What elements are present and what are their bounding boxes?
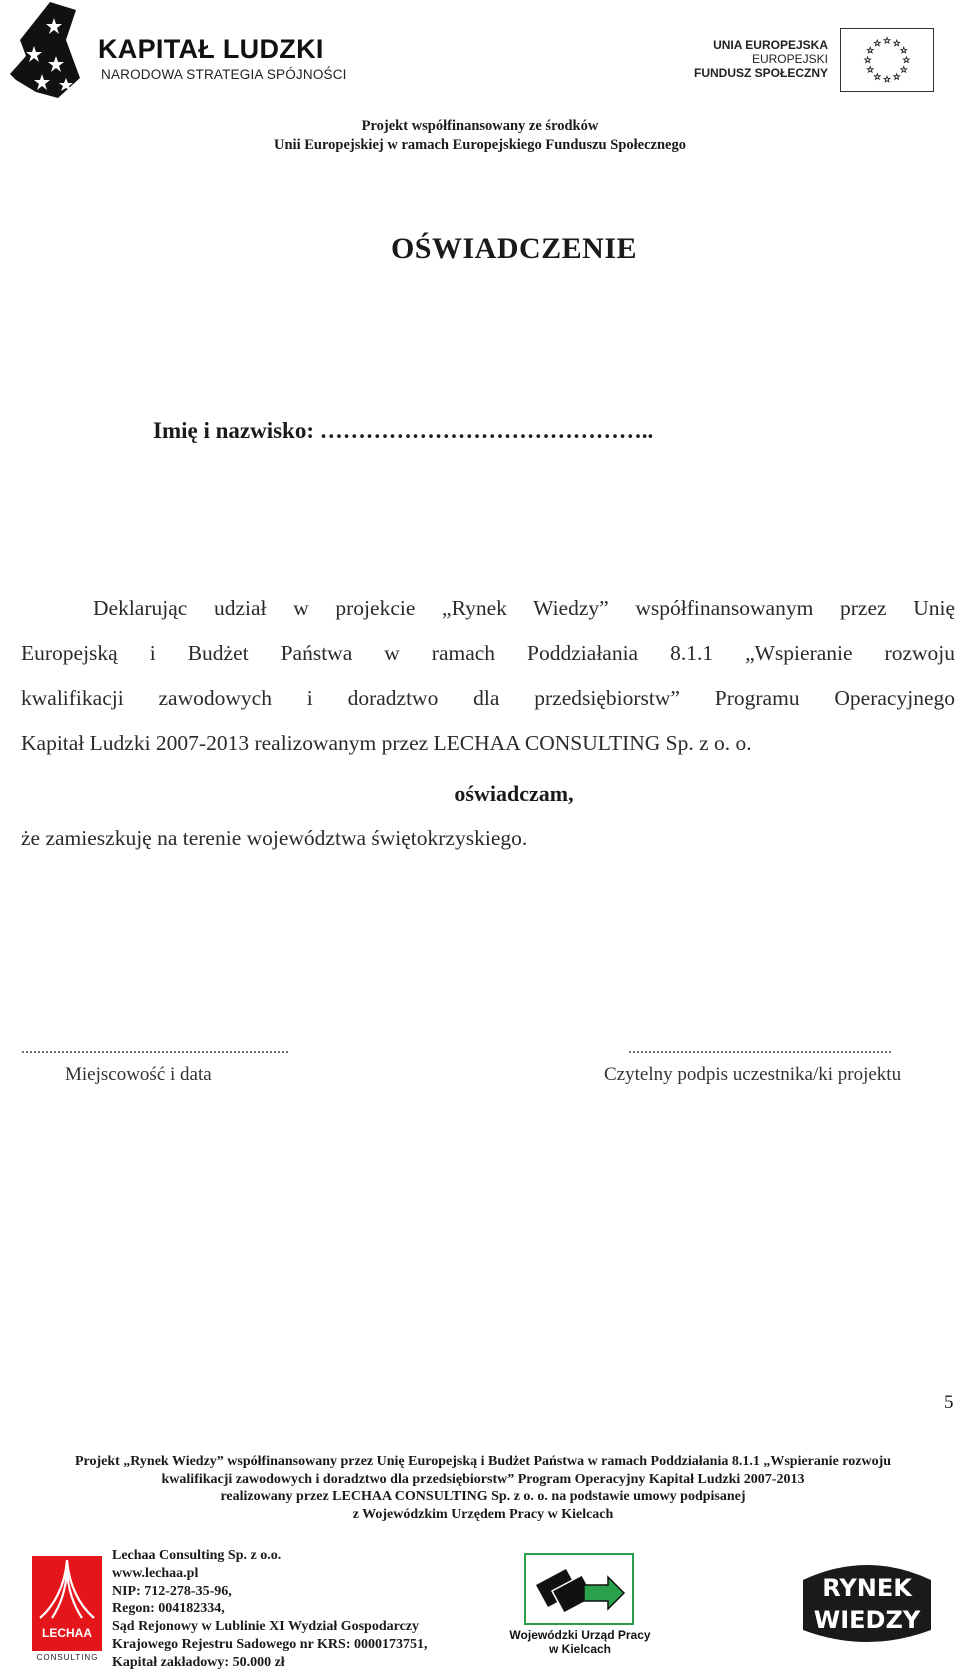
footer-project-info bbox=[0, 1453, 960, 1523]
eu-star bbox=[867, 47, 873, 53]
footer-line: z Wojewódzkim Urzędem Pracy w Kielcach bbox=[352, 1506, 614, 1522]
page-number: 5 bbox=[944, 1392, 954, 1413]
wup-logo bbox=[524, 1553, 634, 1625]
company-line: Regon: 004182334, bbox=[112, 1601, 225, 1617]
company-line: Sąd Rejonowy w Lublinie XI Wydział Gospodarczy bbox=[112, 1619, 420, 1635]
wup-cards-icon bbox=[526, 1555, 632, 1623]
wup-line-2: w Kielcach bbox=[548, 1642, 612, 1656]
body-line: Deklarując udział w projekcie „Rynek Wiedzy” współfinansowanym przez Unię bbox=[93, 596, 955, 620]
eu-line-3: FUNDUSZ SPOŁECZNY bbox=[693, 66, 828, 80]
cofund-line-2: Unii Europejskiej w ramach Europejskiego Funduszu Społecznego bbox=[274, 137, 686, 153]
kapital-ludzki-subtitle: NARODOWA STRATEGIA SPÓJNOŚCI bbox=[101, 67, 347, 82]
eu-star bbox=[901, 47, 907, 53]
eu-star bbox=[894, 74, 900, 80]
document-title: OŚWIADCZENIE bbox=[390, 232, 638, 265]
place-date-line: ................................................................... bbox=[21, 1040, 289, 1057]
eu-star bbox=[884, 38, 890, 44]
body-line: Kapitał Ludzki 2007-2013 realizowanym przez LECHAA CONSULTING Sp. z o. o. bbox=[21, 731, 752, 755]
eu-star bbox=[874, 40, 880, 46]
wup-line-1: Wojewódzki Urząd Pracy bbox=[509, 1628, 651, 1642]
residence-statement: że zamieszkuję na terenie województwa świętokrzyskiego. bbox=[21, 826, 528, 850]
kapital-ludzki-logo bbox=[6, 0, 96, 105]
company-line: Kapitał zakładowy: 50.000 zł bbox=[112, 1654, 285, 1670]
kapital-ludzki-title: KAPITAŁ LUDZKI bbox=[98, 34, 324, 64]
body-line: kwalifikacji zawodowych i doradztwo dla przedsiębiorstw” Programu Operacyjnego bbox=[21, 686, 955, 710]
declaration-paragraph bbox=[21, 586, 955, 766]
eu-flag-icon bbox=[840, 28, 934, 92]
eu-text-block bbox=[694, 38, 828, 80]
footer-line: kwalifikacji zawodowych i doradztwo dla przedsiębiorstw” Program Operacyjny Kapitał Ludzki 2007-2013 bbox=[161, 1471, 805, 1487]
eu-star bbox=[884, 76, 890, 82]
lechaa-tower-icon bbox=[32, 1556, 102, 1626]
name-field: Imię i nazwisko: …………………………………….. bbox=[153, 418, 654, 443]
company-line: Krajowego Rejestru Sadowego nr KRS: 0000173751, bbox=[112, 1636, 428, 1652]
lechaa-logo-name: LECHAA bbox=[42, 1626, 92, 1640]
lechaa-logo-sub: CONSULTING bbox=[36, 1653, 99, 1662]
company-line: Lechaa Consulting Sp. z o.o. bbox=[112, 1548, 282, 1563]
eu-line-1: UNIA EUROPEJSKA bbox=[713, 38, 828, 52]
eu-star bbox=[901, 67, 907, 73]
rynek-line-2: WIEDZY bbox=[813, 1606, 921, 1634]
cofund-line-1: Projekt współfinansowany ze środków bbox=[361, 118, 599, 134]
footer-line: realizowany przez LECHAA CONSULTING Sp. z o. o. na podstawie umowy podpisanej bbox=[220, 1489, 746, 1504]
footer-line: Projekt „Rynek Wiedzy” współfinansowany przez Unię Europejską i Budżet Państwa w ramach Poddziałania 8.1.1 „Wspieranie rozwoju bbox=[74, 1454, 892, 1469]
eu-star bbox=[894, 40, 900, 46]
signature-line: .................................................................. bbox=[628, 1040, 892, 1057]
rynek-wiedzy-logo bbox=[797, 1550, 937, 1660]
eu-star bbox=[874, 74, 880, 80]
eu-star bbox=[867, 67, 873, 73]
eu-star bbox=[865, 57, 871, 63]
declare-word: oświadczam, bbox=[454, 781, 574, 806]
company-info bbox=[112, 1547, 428, 1672]
rynek-line-1: RYNEK bbox=[822, 1574, 912, 1602]
eu-line-2: EUROPEJSKI bbox=[751, 52, 828, 66]
company-line: www.lechaa.pl bbox=[112, 1565, 199, 1581]
body-line: Europejską i Budżet Państwa w ramach Poddziałania 8.1.1 „Wspieranie rozwoju bbox=[21, 641, 955, 665]
place-date-label: Miejscowość i data bbox=[65, 1064, 212, 1085]
eu-star bbox=[903, 57, 909, 63]
wup-caption bbox=[500, 1628, 660, 1656]
signature-label: Czytelny podpis uczestnika/ki projektu bbox=[604, 1064, 902, 1085]
company-line: NIP: 712-278-35-96, bbox=[112, 1583, 232, 1599]
